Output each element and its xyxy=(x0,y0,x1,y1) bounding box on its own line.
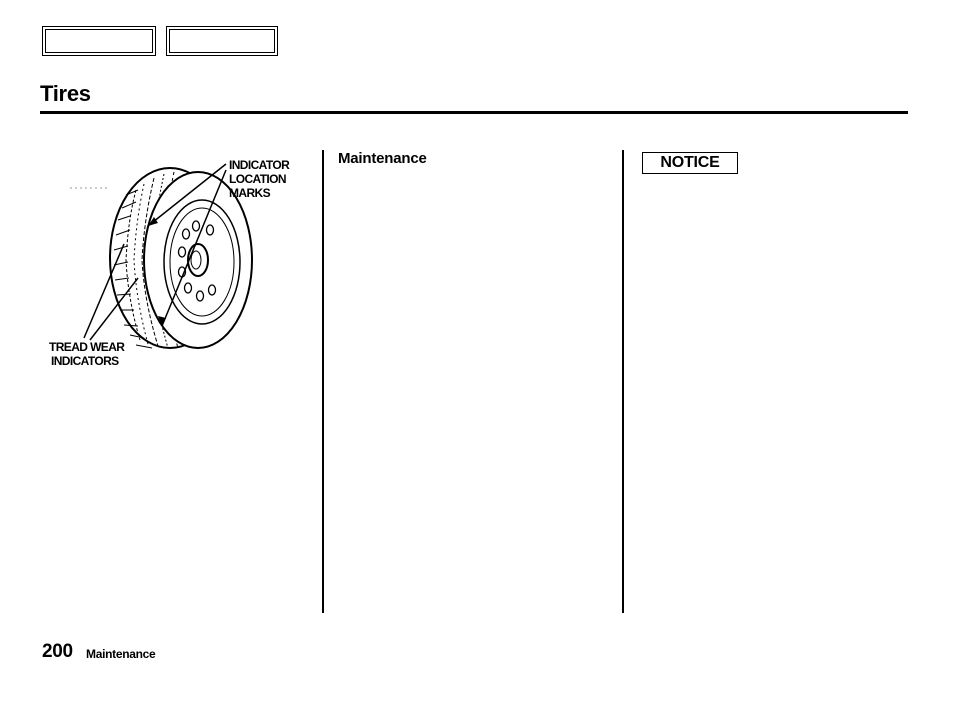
section-heading: Maintenance xyxy=(338,150,427,167)
footer-section-name: Maintenance xyxy=(86,647,156,661)
label-line: INDICATOR xyxy=(229,158,290,172)
title-divider xyxy=(40,111,908,114)
page-number: 200 xyxy=(42,641,73,662)
label-line: INDICATORS xyxy=(51,354,119,368)
label-line: MARKS xyxy=(229,186,270,200)
label-line: TREAD WEAR xyxy=(49,340,125,354)
tread-wear-indicators-label xyxy=(49,340,124,368)
column-divider xyxy=(622,150,624,613)
indicator-location-marks-label xyxy=(229,158,289,200)
column-divider xyxy=(322,150,324,613)
next-page-button[interactable] xyxy=(166,26,278,56)
notice-box: NOTICE xyxy=(642,152,738,174)
previous-page-button[interactable] xyxy=(42,26,156,56)
label-line: LOCATION xyxy=(229,172,286,186)
page-title: Tires xyxy=(40,81,91,106)
